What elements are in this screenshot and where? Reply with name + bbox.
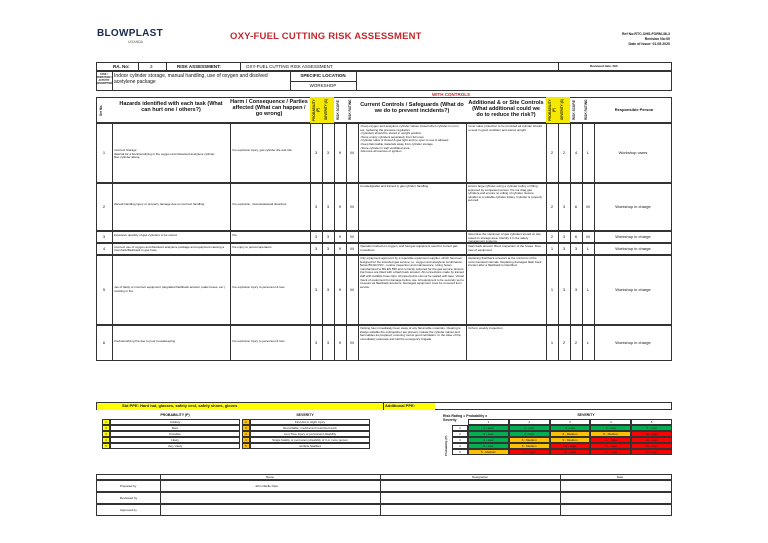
matrix-cell: 25 - High xyxy=(631,449,672,455)
cell-s: 3 xyxy=(562,234,566,239)
matrix-cell: 16 - High xyxy=(590,443,631,449)
cell-r: 6 xyxy=(574,204,578,209)
cell-ser: 4 xyxy=(102,246,106,251)
matrix-cell: 6 - Medium xyxy=(509,437,550,443)
cell-s: 3 xyxy=(562,246,566,251)
col-hazards: Hazards identified with each task (What can hurt one / others?) xyxy=(119,101,223,114)
cell-r: 9 xyxy=(338,340,342,345)
matrix-cell: 4 - Low xyxy=(590,425,631,431)
cell-r: 9 xyxy=(338,204,342,209)
matrix-cell: 12 - High xyxy=(550,443,591,449)
matrix-severity-label: SEVERITY xyxy=(577,413,595,417)
cell-p: 2 xyxy=(550,204,554,209)
severity-label: Single fatality or permanent disability of 3 or more person xyxy=(250,437,370,443)
cell-s: 3 xyxy=(326,234,330,239)
col-risk-rating: RISK RATING xyxy=(348,99,352,121)
cell-additional: Replacing flashback arrestors at the minimum of the recommended intervals. Replacing damaged flash back arrestor after a flashback is identified. xyxy=(467,257,542,268)
task-label: TASK / OPERATION / ACTIVITY DESCRIPTION: xyxy=(96,73,114,85)
severity-label: Lost Time Injury or permanent disability xyxy=(250,431,370,437)
cell-harm: Fire explosion injury, gas cylinder die and risk xyxy=(231,149,292,152)
cell-rt: L xyxy=(586,246,590,251)
cell-hazard: Incorrect Storage Material for a fire/intensifying in the oxygen and dissolved acetylene cylinder Also cylinder abuse xyxy=(113,149,215,160)
matrix-cell: 9 - Medium xyxy=(550,437,591,443)
cell-p: 1 xyxy=(550,340,554,345)
cell-r: 2 xyxy=(574,340,578,345)
cell-s: 2 xyxy=(562,340,566,345)
sig-date-label: Date xyxy=(616,474,624,479)
cell-additional: Perform weekly inspection xyxy=(467,327,503,330)
matrix-cell: 8 - Medium xyxy=(590,431,631,437)
probability-level: 4 xyxy=(102,437,110,443)
risk-assessment-value: OXY-FUEL CUTTING RISK ASSESSMENT xyxy=(246,64,333,69)
cell-rt: L xyxy=(586,287,590,292)
cell-p: 3 xyxy=(314,234,318,239)
cell-s: 3 xyxy=(326,246,330,251)
matrix-cell: 2 - Low xyxy=(468,431,509,437)
matrix-cell: 5 - Low xyxy=(631,425,672,431)
cell-ser: 5 xyxy=(102,287,106,292)
col-responsible: Responsible Person xyxy=(614,107,654,112)
ref-no: Ref No:RTC-OHS-FORM-36-3 xyxy=(621,32,670,36)
with-controls-label: WITH CONTROLS xyxy=(432,92,470,97)
cell-p: 3 xyxy=(314,340,318,345)
sig-row-reviewed xyxy=(96,492,672,504)
cell-r: 4 xyxy=(574,150,578,155)
matrix-cell: 4 - Low xyxy=(509,431,550,437)
cell-s: 3 xyxy=(562,287,566,292)
cell-p: 2 xyxy=(550,234,554,239)
col-sev2: SEVERITY (S) xyxy=(560,99,564,121)
cell-rt: M xyxy=(350,340,354,345)
revision-no: Revision No:00 xyxy=(644,37,670,41)
matrix-severity-col: 3 xyxy=(550,419,591,425)
matrix-probability-row: 3 xyxy=(452,437,468,443)
probability-level: 2 xyxy=(102,425,110,431)
cell-p: 3 xyxy=(314,246,318,251)
cell-additional: Cover valve protection to be provided all cylinder should be kept in good condition and stored upright xyxy=(467,125,542,132)
cell-harm: Fire explosion injury to personnel & loss xyxy=(231,339,285,343)
col-risk-score: RISK SCORE xyxy=(336,100,340,120)
probability-label: Rare xyxy=(110,425,240,431)
ra-label: RA. No: xyxy=(113,64,130,69)
cell-ser: 1 xyxy=(102,150,106,155)
probability-label: Unlikely xyxy=(110,419,240,425)
probability-level: 5 xyxy=(102,443,110,449)
matrix-cell: 20 - High xyxy=(590,449,631,455)
cell-p: 3 xyxy=(314,287,318,292)
cell-s: 3 xyxy=(562,204,566,209)
task-description: Indoor cylinder storage, manual handling, use of oxygen and disolved acetylene package xyxy=(114,73,268,85)
cell-additional: Flash back arrestor fitted. Inspection of the hoses. Free lines of equipment xyxy=(467,245,541,252)
cell-resp: Workshop in charge xyxy=(615,234,651,239)
cell-current: Packing has immediately been away of any flammable materials. Clearing is always suitable fire extinguisher are present, Isolate the cylinder valves and flammables as prepared, ensuring rooms good ventilation. In the case of fire, immediately evacuate and call fire emergency brigade. xyxy=(359,327,462,341)
cell-current: Only equipment approved by a reputable equipment supplier, which has been designed for the intended gas service, i.e. oxygen and acetylene combination. Below BS EN ISO - routine inspection and maintenance. Using hoses manufactured to BS EN 559 and correctly coloured for the gas service. Ensure that hoses are fitted with a flash back arrestor. All connections made by trained staff with suitable hose clips. All piped joints cannot be sealed with tape. Visual check of equipment for damage before use. All equipment to be securely set to pressure as flashback arrestors. Damaged equipment must be removed from service. xyxy=(359,257,464,289)
matrix-cell: 10 - High xyxy=(631,431,672,437)
cell-resp: Workshop in charge xyxy=(615,287,651,292)
cell-r: 9 xyxy=(338,287,342,292)
severity-legend-title: SEVERITY xyxy=(296,413,314,417)
cell-rt: M xyxy=(350,287,354,292)
cell-resp: Workshop users xyxy=(618,150,648,155)
cell-r: 9 xyxy=(338,234,342,239)
col-harm: Harm / Consequence / Parties affected (What can happen / go wrong) xyxy=(230,99,308,118)
approved-by-label: Approved by xyxy=(120,508,137,512)
ra-value: 3 xyxy=(150,64,153,69)
document-reference xyxy=(570,32,670,47)
probability-label: Very Likely xyxy=(110,443,240,449)
cell-p: 1 xyxy=(550,246,554,251)
cell-harm: Fire explosion, musculoskeletal disorders xyxy=(231,203,287,206)
cell-hazard: Incorrect use of oxygen and dissolved acetylene package and equipment causing a blow-back/flashback in gas hose xyxy=(113,245,225,253)
cell-additional: Determine the maximum of gas cylinders stored on site based on storage area. Identify it in the safety management systems. xyxy=(467,233,541,243)
matrix-probability-row: 5 xyxy=(452,449,468,455)
matrix-severity-col: 4 xyxy=(590,419,631,425)
cell-rt: M xyxy=(586,204,590,209)
severity-level: 2 xyxy=(242,425,250,431)
date-of-issue: Date of Issue: 01.05.2020 xyxy=(628,42,670,46)
matrix-cell: 6 - Medium xyxy=(550,431,591,437)
col-ser: Ser No. xyxy=(99,104,103,116)
matrix-cell: 3 - Low xyxy=(550,425,591,431)
cell-current: • Keep oxygen and acetylene cylinder valves closed when cylinder is not in use, replacing the pressure regulators • Cylinders should be stored in upright position • Store empty cylinders separately from full ones • Cylinder valve is closed & gas tight and no open to use is allowed • Keep flammable materials away from cylinder storage • Store cylinder in well ventilated area • Remove all sources of ignition xyxy=(359,125,459,154)
risk-assessment-label: RISK ASSESSMENT: xyxy=(177,64,221,69)
matrix-probability-row: 4 xyxy=(452,443,468,449)
sig-designation-label: Designation xyxy=(472,474,488,479)
company-logo: BLOWPLAST xyxy=(97,28,164,39)
cell-resp: Workshop in charge xyxy=(615,204,651,209)
cell-r: 6 xyxy=(574,234,578,239)
cell-rt: L xyxy=(586,150,590,155)
matrix-cell: 20 - High xyxy=(631,443,672,449)
matrix-probability-row: 1 xyxy=(452,425,468,431)
matrix-cell: 2 - Low xyxy=(509,425,550,431)
matrix-cell: 15 - High xyxy=(550,449,591,455)
cell-s: 2 xyxy=(562,150,566,155)
matrix-cell: 10 - High xyxy=(509,449,550,455)
logo-subtitle: UGANDA xyxy=(128,40,143,44)
col-current-controls: Current Controls / Safeguards (What do we do to prevent incidents?) xyxy=(360,102,464,115)
matrix-cell: 5 - Medium xyxy=(468,449,509,455)
cell-s: 3 xyxy=(326,340,330,345)
cell-rt: M xyxy=(350,234,354,239)
probability-legend-title: PROBABILITY (P) xyxy=(160,413,190,417)
probability-label: Possible xyxy=(110,431,240,437)
cell-r: 9 xyxy=(338,150,342,155)
cell-p: 2 xyxy=(550,150,554,155)
severity-label: multiple fatalities xyxy=(250,443,370,449)
cell-ser: 3 xyxy=(102,234,106,239)
prepared-by-name: John Okello Opio xyxy=(255,484,279,488)
matrix-cell: 15 - High xyxy=(631,437,672,443)
matrix-severity-col: 2 xyxy=(509,419,550,425)
cell-current: Operation trained on oxygen, and fuel gas equipment used for correct gas procedures xyxy=(359,245,458,252)
cell-p: 3 xyxy=(314,150,318,155)
col-prob: PROBABILITY (P) xyxy=(312,99,320,121)
cell-hazard: Manual handling injury or property damage due to incorrect handling xyxy=(113,203,205,206)
additional-ppe: Additional PPE: xyxy=(385,403,415,408)
matrix-probability-label: Probability (P) xyxy=(444,435,448,457)
cell-rt: M xyxy=(350,204,354,209)
location-value: WORKSHOP xyxy=(309,83,337,88)
sig-row-prepared xyxy=(96,480,672,492)
cell-s: 3 xyxy=(326,204,330,209)
matrix-cell: 8 - Medium xyxy=(509,443,550,449)
cell-r: 3 xyxy=(574,246,578,251)
cell-additional: Ensure large cylinder using a cylinder trolley or lifting approved by competent person. Do not drag gas cylinders and ensure no rolling of cylinder. Secure cylinder to a suitable cylinder trolley. Cylinder is properly secured. xyxy=(467,185,542,203)
cell-harm: Fire injury to person/operators xyxy=(231,245,272,249)
cell-harm: Fire xyxy=(231,233,237,237)
matrix-severity-col: 5 xyxy=(631,419,672,425)
cell-rt: M xyxy=(350,246,354,251)
severity-label: Recordable, medical and restricted work xyxy=(250,425,370,431)
cell-ser: 6 xyxy=(102,340,106,345)
matrix-cell: 1 - Low xyxy=(468,425,509,431)
severity-level: 3 xyxy=(242,431,250,437)
cell-s: 3 xyxy=(326,287,330,292)
cell-current: Knowledgeable and trained in gas cylinder handling xyxy=(359,185,429,188)
cell-r: 9 xyxy=(338,246,342,251)
matrix-label: Risk Rating = Probability x Severity xyxy=(443,414,488,423)
cell-p: 3 xyxy=(314,204,318,209)
matrix-probability-row: 2 xyxy=(452,431,468,437)
cell-rt: M xyxy=(586,234,590,239)
cell-hazard: Use of faulty or incorrect equipment (degraded flashback arrestor, leaks hoses, etc.) resulting in fire xyxy=(113,286,225,293)
matrix-severity-col: 1 xyxy=(468,419,509,425)
cell-p: 1 xyxy=(550,287,554,292)
col-risk-rating2: RISK RATING xyxy=(584,99,588,121)
cell-s: 3 xyxy=(326,150,330,155)
probability-label: Likely xyxy=(110,437,240,443)
cell-rt: M xyxy=(350,150,354,155)
severity-level: 4 xyxy=(242,437,250,443)
cell-ser: 2 xyxy=(102,204,106,209)
specific-location-label: SPECIFIC LOCATION xyxy=(300,73,346,78)
cell-resp: Workshop in charge xyxy=(615,340,651,345)
col-risk-score2: RISK SCORE xyxy=(572,100,576,120)
sig-name-label: Name xyxy=(265,474,274,479)
page-title: OXY-FUEL CUTTING RISK ASSESSMENT xyxy=(230,31,422,42)
cell-rt: L xyxy=(586,340,590,345)
severity-level: 5 xyxy=(242,443,250,449)
matrix-cell: 4 - Low xyxy=(468,443,509,449)
prepared-by-label: Prepared by xyxy=(120,484,137,488)
severity-level: 1 xyxy=(242,419,250,425)
col-sev: SEVERITY (S) xyxy=(324,99,328,121)
cell-resp: Workshop in charge xyxy=(615,246,651,251)
std-ppe: Std PPE: Hard hat, glasses, safety vest, safety shoes, gloves xyxy=(122,403,238,408)
reviewed-date: Reviewed date: N/A xyxy=(590,64,618,68)
sig-row-approved xyxy=(96,504,672,516)
severity-label: First Aid or slight injury xyxy=(250,419,370,425)
matrix-cell: 3 - Low xyxy=(468,437,509,443)
col-prob2: PROBABILITY (P) xyxy=(548,99,556,121)
cell-hazard: Excessive quantity of gas cylinders to be stored xyxy=(113,233,177,237)
col-additional-controls: Additional & or Site Controls (What additional could we do to reduce the risk?) xyxy=(468,100,544,119)
reviewed-by-label: Reviewed by xyxy=(120,496,138,500)
probability-level: 1 xyxy=(102,419,110,425)
probability-level: 3 xyxy=(102,431,110,437)
cell-harm: Fire explosion injury to personnel & loss xyxy=(231,286,285,289)
cell-hazard: Fire/intensifying fire due to poor housekeeping xyxy=(113,339,176,343)
matrix-cell: 12 - High xyxy=(590,437,631,443)
cell-r: 3 xyxy=(574,287,578,292)
